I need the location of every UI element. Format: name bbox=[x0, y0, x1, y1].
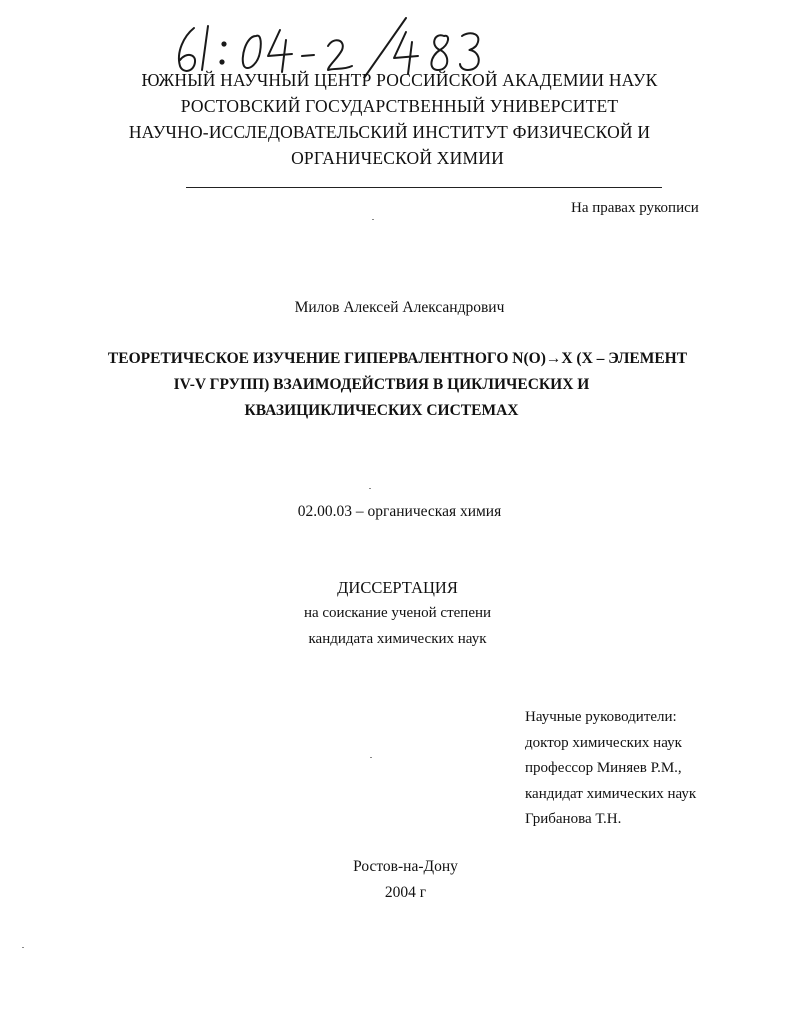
handwritten-registration-number bbox=[168, 14, 498, 78]
advisor-line: профессор Миняев Р.М., bbox=[525, 760, 682, 776]
advisors-heading: Научные руководители: bbox=[525, 709, 677, 725]
author-name: Милов Алексей Александрович bbox=[294, 299, 505, 316]
advisor-line: доктор химических наук bbox=[525, 734, 682, 751]
thesis-title-line: ТЕОРЕТИЧЕСКОЕ ИЗУЧЕНИЕ ГИПЕРВАЛЕНТНОГО N(O)→X (X – ЭЛЕМЕНТ bbox=[107, 350, 688, 367]
scan-speck bbox=[369, 488, 371, 489]
header-divider bbox=[186, 187, 662, 188]
advisor-line: Грибанова Т.Н. bbox=[525, 811, 622, 827]
organization-line: НАУЧНО-ИССЛЕДОВАТЕЛЬСКИЙ ИНСТИТУТ ФИЗИЧЕСКОЙ И bbox=[128, 122, 651, 142]
year: 2004 г bbox=[384, 884, 427, 901]
rights-note: На правах рукописи bbox=[571, 200, 699, 216]
degree-line: на соискание ученой степени bbox=[303, 605, 492, 621]
advisor-line: кандидат химических наук bbox=[525, 785, 697, 802]
degree-line: кандидата химических наук bbox=[308, 631, 487, 647]
place: Ростов-на-Дону bbox=[353, 858, 458, 875]
organization-line: ОРГАНИЧЕСКОЙ ХИМИИ bbox=[291, 148, 504, 168]
scan-speck bbox=[372, 219, 374, 220]
specialty-code: 02.00.03 – органическая химия bbox=[297, 503, 502, 520]
handwritten-number-drawing bbox=[168, 14, 498, 78]
scan-speck bbox=[370, 757, 372, 758]
dissertation-heading: ДИССЕРТАЦИЯ bbox=[337, 578, 458, 597]
advisors-block bbox=[525, 705, 696, 833]
organization-line: РОСТОВСКИЙ ГОСУДАРСТВЕННЫЙ УНИВЕРСИТЕТ bbox=[180, 96, 619, 116]
thesis-title-line: IV-V ГРУПП) ВЗАИМОДЕЙСТВИЯ В ЦИКЛИЧЕСКИХ И bbox=[173, 376, 590, 393]
organization-line: ЮЖНЫЙ НАУЧНЫЙ ЦЕНТР РОССИЙСКОЙ АКАДЕМИИ НАУК bbox=[141, 70, 658, 90]
thesis-title-line: КВАЗИЦИКЛИЧЕСКИХ СИСТЕМАХ bbox=[244, 402, 519, 419]
scan-speck bbox=[22, 947, 24, 948]
